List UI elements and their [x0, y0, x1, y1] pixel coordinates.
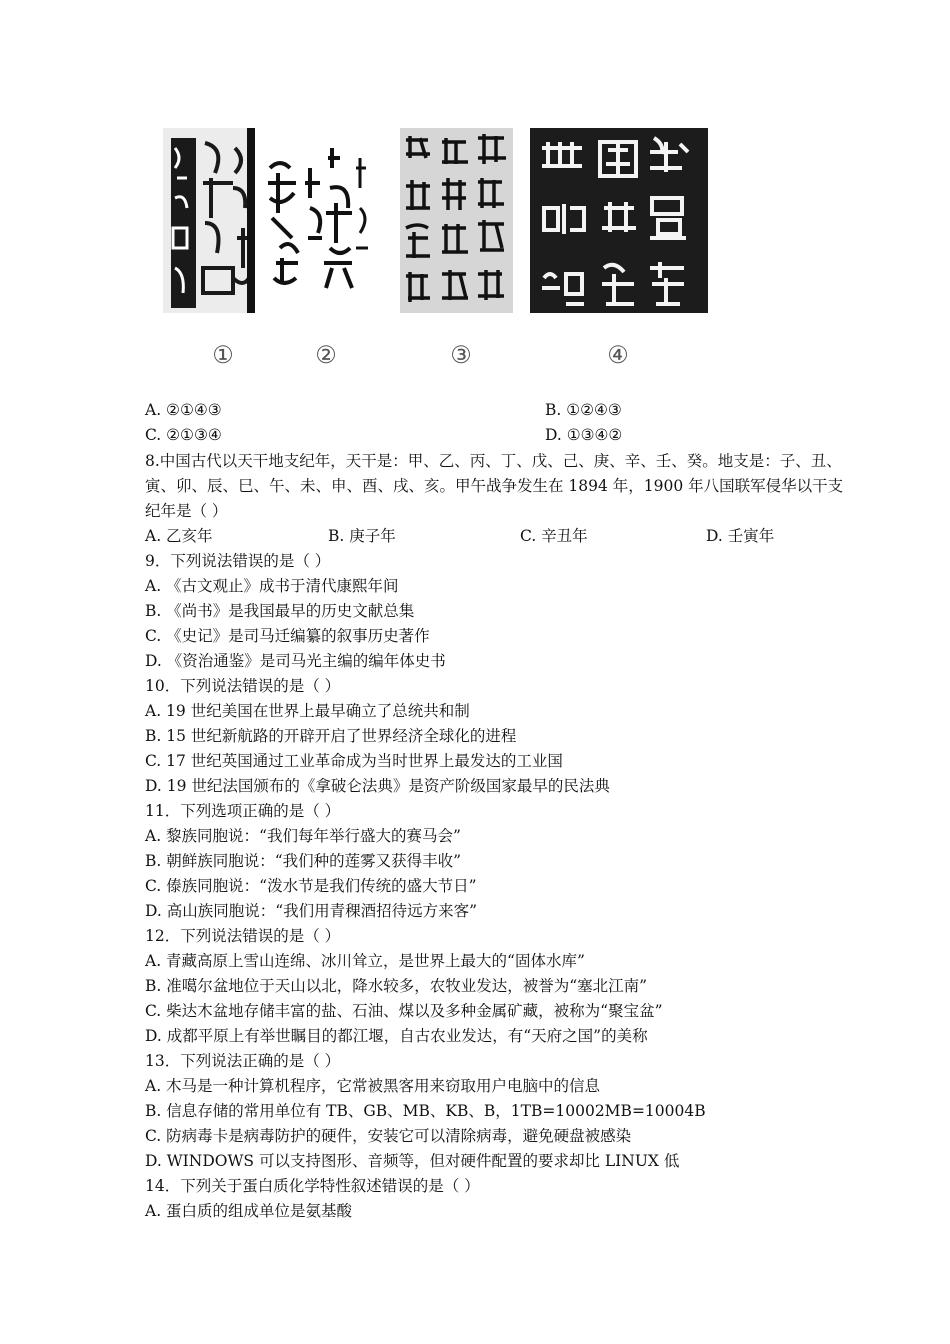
q8-option-b: B. 庚子年: [328, 527, 396, 545]
q10-option-d: D. 19 世纪法国颁布的《拿破仑法典》是资产阶级国家最早的民法典: [145, 777, 610, 795]
q12-stem: 12．下列说法错误的是（ ）: [145, 927, 341, 945]
q8-stem-line-3: 纪年是（ ）: [145, 502, 228, 520]
q14-option-a: A. 蛋白质的组成单位是氨基酸: [145, 1202, 353, 1220]
q8-option-d: D. 壬寅年: [706, 527, 775, 545]
q11-option-b: B. 朝鲜族同胞说：“我们种的莲雾又获得丰收”: [145, 852, 462, 870]
q8-stem-line-1: 8.中国古代以天干地支纪年，天干是：甲、乙、丙、丁、戊、己、庚、辛、壬、癸。地支是：子、丑、: [145, 452, 842, 470]
calligraphy-panel-2: [260, 128, 378, 313]
calligraphy-panel-1: [163, 128, 255, 313]
panel-label-1: ①: [212, 341, 234, 369]
q13-option-d: D. WINDOWS 可以支持图形、音频等，但对硬件配置的要求却比 LINUX 低: [145, 1152, 680, 1170]
q7-option-a: A. ②①④③: [145, 401, 222, 419]
q13-option-b: B. 信息存储的常用单位有 TB、GB、MB、KB、B，1TB=10002MB=10004B: [145, 1102, 706, 1120]
q10-stem: 10．下列说法错误的是（ ）: [145, 677, 341, 695]
q11-option-c: C. 傣族同胞说：“泼水节是我们传统的盛大节日”: [145, 877, 477, 895]
panel-label-4: ④: [607, 341, 629, 369]
q11-option-a: A. 黎族同胞说：“我们每年举行盛大的赛马会”: [145, 827, 461, 845]
q11-option-d: D. 高山族同胞说：“我们用青稞酒招待远方来客”: [145, 902, 478, 920]
q12-option-a: A. 青藏高原上雪山连绵、冰川耸立，是世界上最大的“固体水库”: [145, 952, 585, 970]
calligraphy-panel-3: [400, 128, 513, 313]
q10-option-b: B. 15 世纪新航路的开辟开启了世界经济全球化的进程: [145, 727, 517, 745]
q9-option-a: A. 《古文观止》成书于清代康熙年间: [145, 577, 399, 595]
q10-option-a: A. 19 世纪美国在世界上最早确立了总统共和制: [145, 702, 470, 720]
panel-label-2: ②: [315, 341, 337, 369]
q8-option-a: A. 乙亥年: [145, 527, 213, 545]
panel-label-3: ③: [450, 341, 472, 369]
q14-stem: 14．下列关于蛋白质化学特性叙述错误的是（ ）: [145, 1177, 480, 1195]
calligraphy-figure: [163, 128, 708, 368]
q7-option-d: D. ①③④②: [545, 426, 623, 444]
q13-stem: 13．下列说法正确的是（ ）: [145, 1052, 341, 1070]
q13-option-c: C. 防病毒卡是病毒防护的硬件，安装它可以清除病毒，避免硬盘被感染: [145, 1127, 632, 1145]
q11-stem: 11．下列选项正确的是（ ）: [145, 802, 341, 820]
calligraphy-panel-4: [530, 128, 708, 313]
q13-option-a: A. 木马是一种计算机程序，它常被黑客用来窃取用户电脑中的信息: [145, 1077, 601, 1095]
q12-option-c: C. 柴达木盆地存储丰富的盐、石油、煤以及多种金属矿藏，被称为“聚宝盆”: [145, 1002, 663, 1020]
q9-option-b: B. 《尚书》是我国最早的历史文献总集: [145, 602, 415, 620]
q12-option-b: B. 准噶尔盆地位于天山以北，降水较多，农牧业发达，被誉为“塞北江南”: [145, 977, 648, 995]
q10-option-c: C. 17 世纪英国通过工业革命成为当时世界上最发达的工业国: [145, 752, 563, 770]
q9-option-d: D. 《资治通鉴》是司马光主编的编年体史书: [145, 652, 446, 670]
q8-option-c: C. 辛丑年: [520, 527, 588, 545]
q7-option-c: C. ②①③④: [145, 426, 222, 444]
q9-option-c: C. 《史记》是司马迁编纂的叙事历史著作: [145, 627, 430, 645]
q9-stem: 9．下列说法错误的是（ ）: [145, 552, 331, 570]
q8-stem-line-2: 寅、卯、辰、巳、午、未、申、酉、戌、亥。甲午战争发生在 1894 年，1900 年八国联军侵华以干支: [145, 477, 844, 495]
q7-option-b: B. ①②④③: [545, 401, 622, 419]
q12-option-d: D. 成都平原上有举世瞩目的都江堰，自古农业发达，有“天府之国”的美称: [145, 1027, 648, 1045]
